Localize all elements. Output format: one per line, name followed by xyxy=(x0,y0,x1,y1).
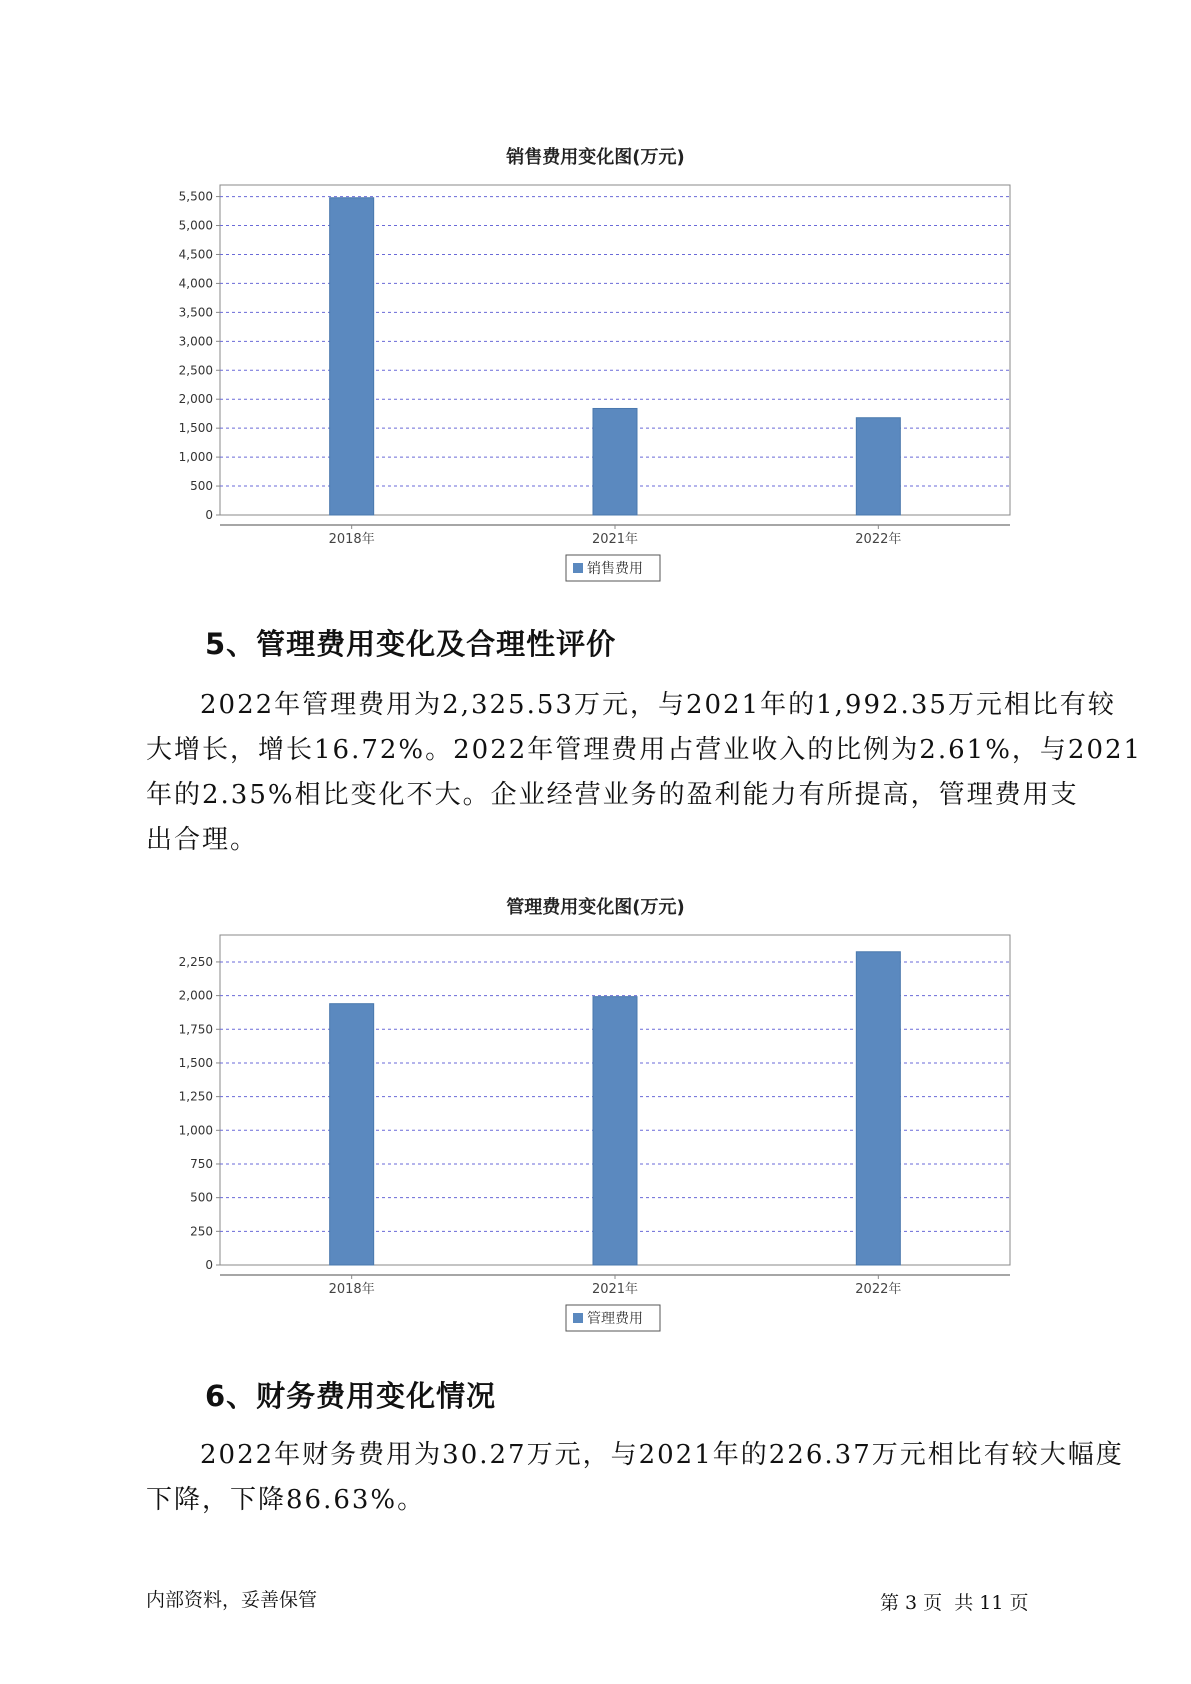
bar xyxy=(856,952,900,1265)
y-tick-label: 0 xyxy=(205,1258,213,1272)
paragraph xyxy=(146,1433,1124,1523)
y-tick-label: 500 xyxy=(190,1190,213,1205)
y-tick-label: 4,500 xyxy=(178,247,213,262)
paragraph-line: 2022年财务费用为30.27万元，与2021年的226.37万元相比有较大幅度 xyxy=(200,1440,1124,1470)
sales-expense-bar-chart xyxy=(0,175,1191,595)
bar xyxy=(856,418,900,515)
y-tick-label: 2,000 xyxy=(178,392,213,407)
y-tick-label: 3,000 xyxy=(178,334,213,349)
paragraph-line: 出合理。 xyxy=(146,825,259,855)
section-heading: 6、财务费用变化情况 xyxy=(205,1379,497,1413)
y-tick-label: 1,750 xyxy=(178,1022,213,1037)
y-tick-label: 1,000 xyxy=(178,1123,213,1138)
y-tick-label: 5,500 xyxy=(178,189,213,204)
y-tick-label: 1,250 xyxy=(178,1089,213,1104)
y-tick-label: 750 xyxy=(190,1156,213,1171)
y-tick-label: 2,500 xyxy=(178,363,213,378)
paragraph-line: 年的2.35%相比变化不大。企业经营业务的盈利能力有所提高，管理费用支 xyxy=(146,780,1079,810)
y-tick-label: 1,500 xyxy=(178,421,213,436)
section-heading: 5、管理费用变化及合理性评价 xyxy=(205,627,617,661)
bar xyxy=(330,1004,374,1265)
bar xyxy=(593,408,637,515)
y-tick-label: 1,000 xyxy=(178,450,213,465)
y-tick-label: 3,500 xyxy=(178,305,213,320)
bar xyxy=(593,997,637,1265)
admin-expense-bar-chart xyxy=(0,925,1191,1345)
paragraph-line: 大增长，增长16.72%。2022年管理费用占营业收入的比例为2.61%，与2021 xyxy=(146,735,1143,765)
legend-label: 销售费用 xyxy=(587,561,643,577)
y-tick-label: 4,000 xyxy=(178,276,213,291)
legend-label: 管理费用 xyxy=(587,1311,643,1327)
paragraph-line: 下降，下降86.63%。 xyxy=(146,1485,426,1515)
footer-confidential-note: 内部资料，妥善保管 xyxy=(146,1589,318,1611)
y-tick-label: 500 xyxy=(190,479,213,494)
chart-title: 管理费用变化图(万元) xyxy=(506,897,685,918)
x-tick-label: 2018年 xyxy=(328,1282,375,1297)
bar xyxy=(330,198,374,515)
page-number: 第 3 页 共 11 页 xyxy=(880,1592,1029,1614)
legend-swatch xyxy=(573,1313,583,1323)
legend-swatch xyxy=(573,563,583,573)
y-tick-label: 5,000 xyxy=(178,218,213,233)
x-tick-label: 2022年 xyxy=(855,1282,902,1297)
y-tick-label: 2,250 xyxy=(178,954,213,969)
x-tick-label: 2018年 xyxy=(328,532,375,547)
chart-title: 销售费用变化图(万元) xyxy=(506,147,685,168)
y-tick-label: 1,500 xyxy=(178,1055,213,1070)
y-tick-label: 2,000 xyxy=(178,988,213,1003)
paragraph-line: 2022年管理费用为2,325.53万元，与2021年的1,992.35万元相比有较 xyxy=(200,690,1116,720)
y-tick-label: 0 xyxy=(205,508,213,522)
y-tick-label: 250 xyxy=(190,1224,213,1239)
paragraph xyxy=(146,683,1143,863)
x-tick-label: 2021年 xyxy=(591,1282,639,1297)
x-tick-label: 2021年 xyxy=(591,532,639,547)
x-tick-label: 2022年 xyxy=(855,532,902,547)
